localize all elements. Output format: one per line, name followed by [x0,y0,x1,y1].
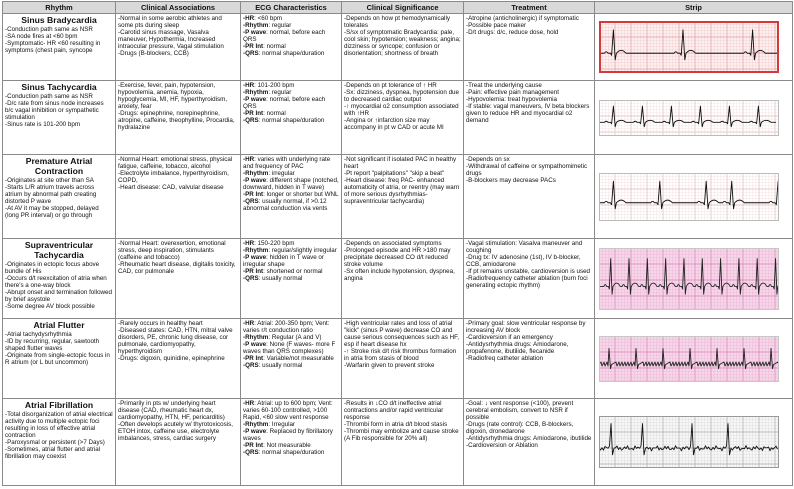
rhythm-line: -Atrial tachydysrhythmia [5,331,72,338]
cell-treatment [464,81,595,155]
cell-treatment [464,239,595,319]
header-clinical-associations: Clinical Associations [116,2,241,14]
ecg-strip-sinus-tachycardia [599,100,779,136]
ecg-line [243,334,339,341]
ecg-line [243,89,339,96]
ecg-text: : Replaced by fibrillatory waves [243,428,333,443]
ecg-label: -Rhythm [243,247,269,255]
rhythm-line: -Originates in ectopic focus above bundle of His [5,261,100,276]
ecg-label: -QRS [243,275,259,283]
cell-clinical-associations [116,319,241,399]
strip-background [599,100,779,136]
header-ecg-characteristics: ECG Characteristics [241,2,342,14]
cell-rhythm [3,155,116,239]
treatment-line: -B-blockers may decrease PACs [466,177,556,185]
association-line: -Drugs: digoxin, quinidine, epinephrine [118,355,225,363]
rhythm-line: -Total disorganization of atrial electrical activity due to multiple ectopic foci resulting in loss of effective atrial contraction [5,411,113,440]
strip-background [599,416,779,468]
ecg-text: : Irregular [268,421,296,429]
rhythm-line: -SA node fires at <60 bpm [5,33,78,41]
ecg-text: : regular/slightly irregular [268,247,337,255]
ecg-line [243,449,339,456]
ecg-line [243,191,339,198]
ecg-line [243,82,339,89]
ecg-label: -Rhythm [243,89,269,97]
ecg-label: -PR Int [243,442,264,450]
rhythm-line: -Originate from single-ectopic focus in R atrium (or L but uncommon) [5,352,110,367]
cell-rhythm [3,319,116,399]
row-sinus-bradycardia [3,14,793,81]
rhythm-line: -Abrupt onset and termination followed by brief asystole [5,289,113,304]
ecg-label: -Rhythm [243,334,269,342]
row-atrial-fibrillation [3,399,793,486]
ecg-label: -P wave [243,254,267,262]
cell-clinical-significance [342,155,464,239]
ecg-label: -P wave [243,96,267,104]
ecg-line [243,355,339,362]
rhythm-line: -Symptomatic- HR <60 resulting in symptoms (chest pain, syncope [5,40,101,55]
ecg-line [243,170,339,177]
ecg-line [243,29,339,43]
association-line: -Primarily in pts w/ underlying heart disease (CAD, rheumatic heart dx, cardiomyopathy, HTN, HF, pericarditis) [118,400,225,422]
ecg-line [243,268,339,275]
cell-strip [595,399,793,486]
rhythm-title: Atrial Fibrillation [24,400,94,410]
ecg-text: : irregular [268,170,295,178]
treatment-line: -If stable: vagal maneuvers, IV beta blockers given to reduce HR and myocardial o2 demand [466,103,590,125]
treatment-line: -Pain: effective pain management [466,89,559,97]
rhythm-line: -Some degree AV block possible [5,303,95,311]
rhythm-title: Sinus Bradycardia [21,15,97,25]
cell-clinical-associations [116,399,241,486]
rhythm-reference-sheet [2,1,792,487]
ecg-strip-premature-atrial-contraction [599,173,779,221]
ecg-label: -HR [243,82,255,89]
header-treatment: Treatment [464,2,595,14]
row-sinus-tachycardia [3,81,793,155]
ecg-line [243,275,339,282]
ecg-line [243,421,339,428]
significance-line: -Thrombi may embolize and cause stroke (A Fib responsible for 20% all) [344,428,459,443]
cell-clinical-associations [116,81,241,155]
ecg-label: -QRS [243,117,259,125]
cell-clinical-associations [116,14,241,81]
ecg-line [243,177,339,191]
cell-clinical-significance [342,399,464,486]
ecg-line [243,117,339,124]
ecg-text: : None (F waves- more F waves than QRS complexes) [243,341,336,356]
rhythm-line: -Sometimes, atrial flutter and atrial fibrillation may coexist [5,446,101,461]
ecg-strip-atrial-fibrillation [599,416,779,468]
association-line: -Normal Heart: overexertion, emotional stress, deep inspiration, stimulants (caffeine and tobacco) [118,240,226,262]
cell-treatment [464,14,595,81]
treatment-line: -If pt remains unstable, cardioversion is used [466,268,591,276]
association-line: -Normal in some aerobic athletes and some pts during sleep [118,15,222,30]
treatment-line: -Depends on sx [466,156,510,163]
cell-ecg-characteristics [241,239,342,319]
rhythm-title: Premature Atrial Contraction [25,156,93,176]
significance-line: -Depends on how pt hemodynamically tolerates [344,15,450,30]
ecg-label: -HR [243,240,255,247]
cell-clinical-significance [342,239,464,319]
treatment-line: -Radiofreq catheter ablation [466,355,544,363]
ecg-line [243,156,339,170]
significance-line: -Angina or ↑infarction size may accompany in pt w CAD or acute MI [344,117,444,132]
ecg-line [243,362,339,369]
row-supraventricular-tachycardia [3,239,793,319]
ecg-text: : normal shape/duration [258,50,325,58]
ecg-label: -HR [243,156,255,163]
header-row [3,2,793,14]
ecg-label: -Rhythm [243,421,269,429]
ecg-label: -PR Int [243,43,264,51]
ecg-label: -HR [243,15,255,22]
ecg-text: : Not measurable [263,442,311,450]
ecg-label: -PR Int [243,355,264,363]
ecg-line [243,198,339,212]
ecg-label: -P wave [243,341,267,349]
cell-treatment [464,155,595,239]
rhythm-line: -D/c rate from sinus node increases b/c vagal inhibition or sympathetic stimulation [5,100,104,122]
ecg-line [243,428,339,442]
treatment-line: -Hypovolemia: treat hypovolemia [466,96,558,104]
ecg-line [243,15,339,22]
ecg-strip-sinus-bradycardia [599,21,779,73]
ecg-label: -P wave [243,428,267,436]
ecg-strip-atrial-flutter [599,336,779,382]
significance-line: -Pt report "palpitations" "skip a beat" [344,170,445,178]
ecg-text: : regular [268,89,292,97]
association-line: -Carotid sinus massage, Vasalva maneuver, Hypothermia, Increased intraocular pressure, Vagal stimulation [118,29,224,51]
cell-ecg-characteristics [241,81,342,155]
association-line: -Often develops acutely w/ thyrotoxicosis, ETOH intox, caffeine use, electrolyte imbalances, stress, cardiac surgery [118,421,233,443]
ecg-text: : Regular (A and V) [268,334,322,342]
association-line: -Rheumatic heart disease, digitalis toxicity, CAD, cor pulmonale [118,261,236,276]
treatment-line: -Vagal stimulation: Vasalva maneuver and coughing [466,240,583,255]
strip-background [599,248,779,310]
ecg-line [243,96,339,110]
ecg-line [243,247,339,254]
significance-line: -Results in ↓CO d/t ineffective atrial contractions and/or rapid ventricular response [344,400,444,422]
treatment-line: -Cardioversion or Ablation [466,442,538,450]
cell-ecg-characteristics [241,155,342,239]
significance-line: -Depends on pt tolerance of ↑ HR [344,82,437,89]
ecg-text: : usually normal, if >0.12 abnormal conduction via vents [243,198,328,213]
header-clinical-significance: Clinical Significance [342,2,464,14]
ecg-line [243,442,339,449]
ecg-text: : normal shape/duration [258,117,325,125]
ecg-text: : hidden in T wave or irregular shape [243,254,324,269]
ecg-text: : 101-200 bpm [254,82,295,89]
ecg-label: -PR Int [243,110,264,118]
ecg-text: : varies with underlying rate and frequency of PAC [243,156,331,171]
association-line: -Diseased states: CAD, HTN, mitral valve disorders, PE, chronic lung disease, cor pulmonale, cardiomyopathy, hyperthyroidism [118,327,233,356]
ecg-text: : 150-220 bpm [254,240,295,247]
cell-clinical-associations [116,239,241,319]
ecg-line [243,110,339,117]
association-line: -Normal Heart: emotional stress, physical fatigue, caffeine, tobacco, alcohol [118,156,233,171]
ecg-line [243,43,339,50]
ecg-line [243,50,339,57]
rhythm-line: -Starts L/R atrium travels across atrium by abnormal path creating distorted P wave [5,184,97,206]
ecg-text: : Atrial: 200-350 bpm; Vent: varies r/t conduction ratio [243,320,330,335]
significance-line: -Prolonged episode and HR >180 may precipitate decreased CO d/t reduced stroke volume [344,247,451,269]
rhythm-line: -Originates at site other than SA [5,177,94,184]
row-premature-atrial-contraction [3,155,793,239]
significance-line: -Sx often include hypotension, dyspnea, angina [344,268,455,283]
treatment-line: -Treat the underlying cause [466,82,542,89]
treatment-line: -Primary goal: slow ventricular response by increasing AV block [466,320,586,335]
significance-line: -Warfarin given to prevent stroke [344,362,435,370]
significance-line: -High ventricular rates and loss of atrial "kick" (sinus P wave) decrease CO and cause serious consequences such as HF, esp if heart disease hx [344,320,459,349]
ecg-text: : different shape (notched, downward, hidden in T wave) [243,177,339,192]
cell-clinical-significance [342,14,464,81]
rhythm-line: -At AV it may be stopped, delayed (long PR interval) or go through [5,205,99,220]
association-line: -Drugs: epinephrine, norepinephrine, atropine, caffeine, theophylline, Procardia, hydralazine [118,110,235,132]
ecg-label: -PR Int [243,191,264,199]
ecg-text: : normal [263,110,286,118]
header-rhythm: Rhythm [3,2,116,14]
ecg-line [243,400,339,421]
ecg-text: : normal shape/duration [258,449,325,457]
significance-line: -Heart disease: freq PAC- enhanced automaticity of atria, or reentry (may warn of more serious dysrhythmias-supraventricular tachycardia) [344,177,460,206]
ecg-label: -QRS [243,362,259,370]
cell-clinical-significance [342,81,464,155]
rhythm-line: -Conduction path same as NSR [5,26,93,33]
ecg-text: : shortened or normal [263,268,323,276]
rhythm-title: Sinus Tachycardia [21,82,97,92]
cell-rhythm [3,239,116,319]
strip-background [599,173,779,221]
cell-treatment [464,319,595,399]
treatment-line: -D/t drugs: d/c, reduce dose, hold [466,29,559,37]
treatment-line: -Radiofrequency catheter ablation (burn foci generating ectopic rhythm) [466,275,588,290]
association-line: -Exercise, fever, pain, hypotension, hypovolemia, anemia, hypoxia, hypoglycemia, MI, HF, hyperthyroidism, anxiety, fear [118,82,228,111]
ecg-label: -PR Int [243,268,264,276]
treatment-line: -Drug tx: IV adenosine (1st), IV b-blocker, CCB, amiodarone [466,254,581,269]
ecg-line [243,240,339,247]
ecg-line [243,341,339,355]
rhythm-line: -Conduction path same as NSR [5,93,93,100]
cell-rhythm [3,399,116,486]
ecg-text: : usually normal [258,362,303,370]
ecg-line [243,22,339,29]
cell-ecg-characteristics [241,399,342,486]
cell-ecg-characteristics [241,14,342,81]
cell-strip [595,319,793,399]
rhythm-line: -Paroxysmal or persistent (>7 Days) [5,439,105,447]
ecg-strip-supraventricular-tachycardia [599,248,779,310]
ecg-text: : Atrial: up to 600 bpm; Vent: varies 60-100 controlled, >100 Rapid, <60 slow vent response [243,400,333,422]
treatment-line: -Withdrawal of caffeine or sympathomimetic drugs [466,163,588,178]
ecg-text: : regular [268,22,292,30]
significance-line: -↑ myocardial o2 consumption associated with ↑HR [344,103,459,118]
ecg-label: -QRS [243,198,259,206]
significance-line: -Depends on associated symptoms [344,240,442,247]
rhythm-title: Supraventricular Tachycardia [24,240,94,260]
ecg-label: -Rhythm [243,170,269,178]
header-strip: Strip [595,2,793,14]
rhythm-line: -Sinus rate is 101-200 bpm [5,121,81,129]
rhythm-table [2,1,793,486]
cell-strip [595,155,793,239]
rhythm-title: Atrial Flutter [33,320,85,330]
significance-line: -Not significant if isolated PAC in healthy heart [344,156,457,171]
ecg-label: -HR [243,320,255,327]
association-line: -Rarely occurs in healthy heart [118,320,203,327]
treatment-line: -Antidysrhythmia drugs: Amiodarone, ibutilide [466,435,592,443]
association-line: -Heart disease: CAD, valvular disease [118,184,224,192]
significance-line: -↑ Stroke risk d/t risk thrombus formation in atria from stasis of blood [344,348,457,363]
ecg-label: -Rhythm [243,22,269,30]
ecg-text: : Variable/not measurable [263,355,334,363]
cell-clinical-significance [342,319,464,399]
ecg-label: -QRS [243,449,259,457]
rhythm-line: -ID by recurring, regular, sawtooth shaped flutter waves [5,338,100,353]
ecg-line [243,320,339,334]
association-line: -Electrolyte imbalance, hyperthyroidism, COPD, [118,170,229,185]
treatment-line: -Antidysrhythmia drugs: Amiodarone, propafenone, ibutilide, flecanide [466,341,569,356]
ecg-text: : normal, before each QRS [243,29,326,44]
ecg-label: -P wave [243,29,267,37]
treatment-line: -Cardioversion if an emergency [466,334,553,342]
significance-line: -Thrombi form in atria d/t blood stasis [344,421,448,429]
treatment-line: -Possible pace maker [466,22,527,30]
ecg-line [243,254,339,268]
ecg-text: : usually normal [258,275,303,283]
ecg-label: -HR [243,400,255,407]
association-line: -Drugs (B-blockers, CCB) [118,50,189,58]
cell-ecg-characteristics [241,319,342,399]
cell-rhythm [3,14,116,81]
cell-strip [595,239,793,319]
significance-line: -S/sx of symptomatic Bradycardia: pale, cool skin; hypotension; weakness; angina; dizziness or syncope; confusion or disorientation; shortness of breath [344,29,461,58]
cell-clinical-associations [116,155,241,239]
ecg-text: : <60 bpm [254,15,283,22]
treatment-line: -Drugs (rate control): CCB, B-blockers, digoxin, dronedarone [466,421,574,436]
ecg-text: : longer or shorter but WNL [263,191,339,199]
ecg-text: : normal, before each QRS [243,96,326,111]
ecg-label: -P wave [243,177,267,185]
strip-background [599,21,779,73]
cell-strip [595,14,793,81]
rhythm-line: -Occurs d/t reexcitation of atria when there's a one-way block [5,275,107,290]
ecg-label: -QRS [243,50,259,58]
ecg-text: : normal [263,43,286,51]
row-atrial-flutter [3,319,793,399]
cell-rhythm [3,81,116,155]
cell-strip [595,81,793,155]
treatment-line: -Atropine (anticholinergic) if symptomatic [466,15,579,22]
cell-treatment [464,399,595,486]
significance-line: -Sx: dizziness, dyspnea, hypotension due to decreased cardiac output [344,89,459,104]
treatment-line: -Goal: ↓ vent response (<100), prevent cerebral embolism, convert to NSR if possible [466,400,574,422]
